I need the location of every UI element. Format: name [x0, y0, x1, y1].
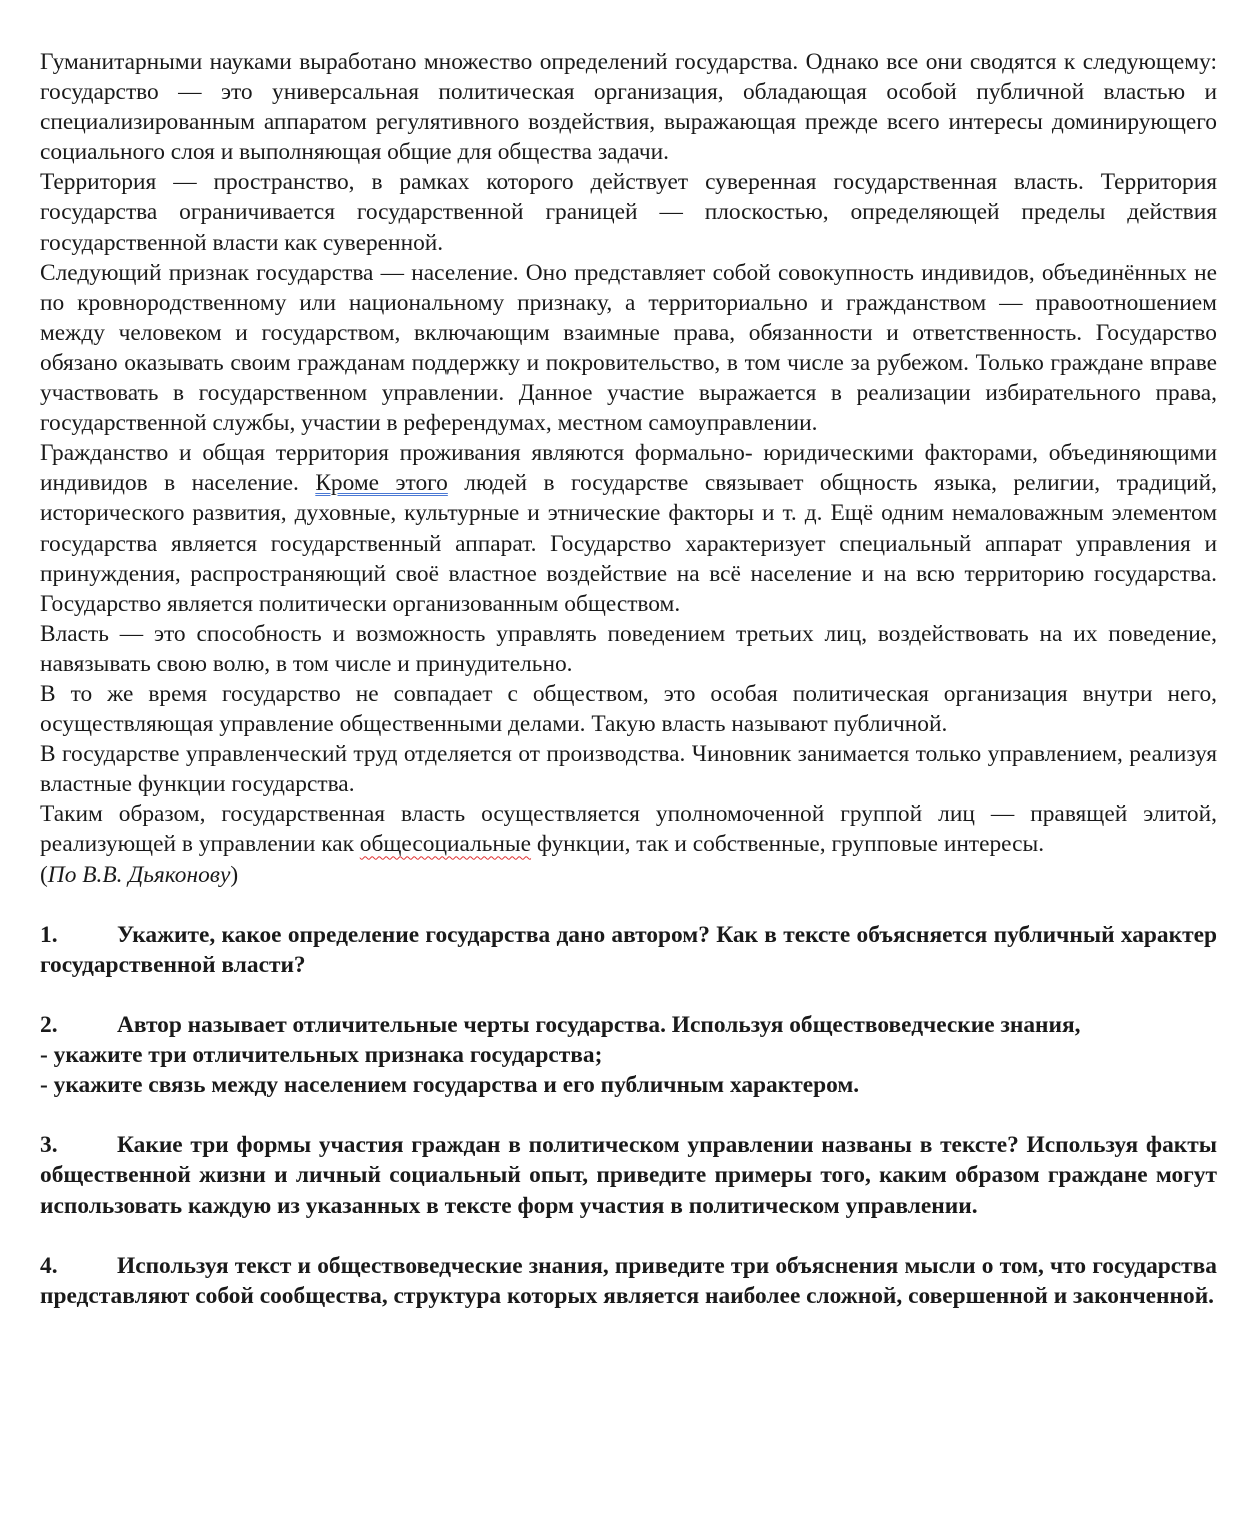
paragraph-public-power: В то же время государство не совпадает с обществом, это особая политическая организация внутри него, осуществляющая управление общественными делами. Такую власть называют публичной.: [40, 680, 1217, 738]
text-run: Гражданство и общая территория проживания являются формально- юридическими факторами, объединяющими индивидов в население.: [40, 440, 1217, 497]
spacer: [40, 1221, 1217, 1251]
paragraph-power: Власть — это способность и возможность управлять поведением третьих лиц, воздействовать на их поведение, навязывать свою волю, в том числе и принудительно.: [40, 620, 1217, 677]
document-page: [40, 47, 1217, 1311]
question-number: 1.: [40, 921, 58, 948]
question-number: 4.: [40, 1252, 58, 1279]
paragraph-definition: Гуманитарными науками выработано множество определений государства. Однако все они сводятся к следующему: государство — это универсальная политическая организация, обладающая особой публичной властью и специализированным аппаратом регулятивного воздействия, выражающая прежде всего интересы доминирующего социального слоя и выполняющая общие для общества задачи.: [40, 49, 1217, 166]
question-subitem: - укажите связь между населением государства и его публичным характером.: [40, 1072, 860, 1099]
paragraph-citizenship: [40, 438, 1217, 619]
source-attribution: [40, 860, 1217, 890]
paragraph-territory: Территория — пространство, в рамках которого действует суверенная государственная власть. Территория государства ограничивается государственной границей — плоскостью, определяющей пределы действия государственной власти как суверенной.: [40, 169, 1217, 256]
spelling-marked-word[interactable]: общесоциальные: [359, 831, 532, 858]
grammar-marked-phrase[interactable]: Кроме этого: [315, 470, 448, 497]
question-text: Какие три формы участия граждан в политическом управлении названы в тексте? Используя факты общественной жизни и личный социальный опыт, приведите примеры того, каким образом граждане могут использовать каждую из указанных в тексте форм участия в политическом управлении.: [40, 1132, 1217, 1219]
question-number: 3.: [40, 1132, 58, 1159]
spacer: [40, 1100, 1217, 1130]
question-text: Используя текст и обществоведческие знания, приведите три объяснения мысли о том, что государства представляют собой сообщества, структура которых является наиболее сложной, совершенной и законченной.: [40, 1252, 1217, 1309]
question-4: [40, 1251, 1217, 1311]
question-text: Автор называет отличительные черты государства. Используя обществоведческие знания,: [117, 1012, 1081, 1038]
paragraph-management: В государстве управленческий труд отделяется от производства. Чиновник занимается только управлением, реализуя властные функции государства.: [40, 741, 1217, 798]
question-3: [40, 1130, 1217, 1220]
text-run: функции, так и собственные, групповые интересы.: [531, 831, 1045, 858]
spacer: [40, 980, 1217, 1010]
source-author: По В.В. Дьяконову: [47, 861, 231, 888]
question-2: [40, 1010, 1217, 1100]
paragraph-conclusion: [40, 799, 1217, 859]
question-1: [40, 920, 1217, 980]
paren: (: [40, 861, 48, 888]
spacer: [40, 890, 1217, 920]
question-number: 2.: [40, 1012, 58, 1038]
paragraph-population: Следующий признак государства — население. Оно представляет собой совокупность индивидов, объединённых не по кровнородственному или национальному признаку, а территориально и гражданством — правоотношением между человеком и государством, включающим взаимные права, обязанности и ответственность. Государство обязано оказывать своим гражданам поддержку и покровительство, в том числе за рубежом. Только граждане вправе участвовать в государственном управлении. Данное участие выражается в реализации избирательного права, государственной службы, участии в референдумах, местном самоуправлении.: [40, 259, 1217, 437]
paren: ): [230, 861, 239, 888]
question-subitem: - укажите три отличительных признака государства;: [40, 1042, 603, 1069]
question-text: Укажите, какое определение государства дано автором? Как в тексте объясняется публичный характер государственной власти?: [40, 921, 1217, 978]
text-run: людей в государстве связывает общность языка, религии, традиций, исторического развития, духовные, культурные и этнические факторы и т. д. Ещё одним немаловажным элементом государства является государственный аппарат. Государство характеризует специальный аппарат управления и принуждения, распространяющий своё властное воздействие на всё население и на всю территорию государства. Государство является политически организованным обществом.: [40, 470, 1217, 617]
text-run: Таким образом, государственная власть осуществляется уполномоченной группой лиц — правящей элитой, реализующей в управлении как: [40, 801, 1217, 858]
